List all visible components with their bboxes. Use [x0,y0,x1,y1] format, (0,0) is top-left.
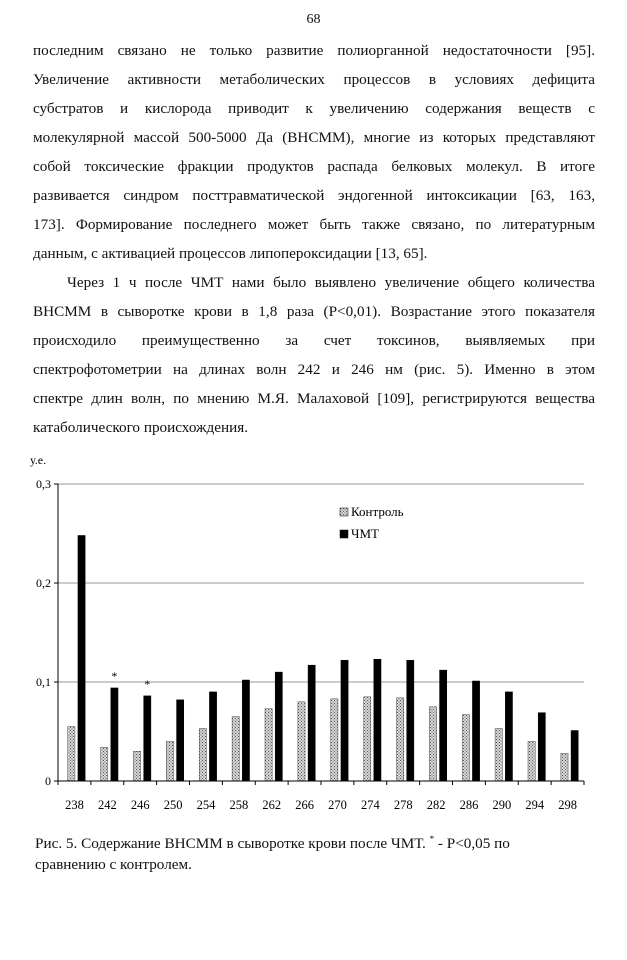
bar-tbi [275,672,282,781]
text-line: данным, с активацией процессов липопероксидации [13, 65]. [33,245,428,262]
bar-tbi [538,713,545,781]
bar-chart [22,448,592,818]
significance-marker: * [144,676,151,691]
bar-control [133,751,140,781]
y-tick-label: 0 [45,774,51,788]
paragraph-1 [33,36,595,268]
text-line: 173]. Формирование последнего может быть также связано, по литературным [33,216,595,233]
text-line: Через 1 ч после ЧМТ нами было выявлено увеличение общего количества [67,274,595,291]
page-number: 68 [306,12,321,27]
caption-rest: - Р<0,05 по [434,835,510,853]
x-tick-label: 286 [459,798,479,812]
x-tick-label: 238 [65,798,84,812]
bar-tbi [209,692,216,781]
caption-marker: * [429,834,435,844]
x-tick-label: 254 [196,798,216,812]
text-line: развивается синдром посттравматической эндогенной интоксикации [63, 163, [33,187,595,204]
bar-tbi [472,681,479,781]
text-line: собой токсические фракции продуктов распада белковых молекул. В итоге [33,158,595,175]
bar-tbi [571,731,578,781]
paragraph-2 [33,268,595,442]
text-line: Увеличение активности метаболических процессов в условиях дефицита [33,71,595,88]
bar-tbi [111,688,118,781]
figure-caption [35,829,595,875]
bar-control [199,729,206,781]
caption-line-2: сравнению с контролем. [35,856,192,874]
x-tick-label: 242 [97,798,117,812]
x-tick-label: 298 [558,798,577,812]
bar-tbi [144,696,151,781]
bar-control [101,747,108,781]
bar-tbi [78,535,85,781]
y-tick-label: 0,3 [36,477,51,491]
text-line: ВНСММ в сыворотке крови в 1,8 раза (Р<0,01). Возрастание этого показателя [33,303,595,320]
y-axis-label: у.е. [30,453,47,467]
bar-tbi [374,659,381,781]
legend-swatch-tbi [340,530,348,538]
bar-control [528,741,535,781]
bar-control [298,702,305,781]
y-tick-label: 0,2 [36,576,51,590]
x-tick-label: 282 [426,798,446,812]
bar-control [265,709,272,781]
text-line: субстратов и кислорода приводит к увеличению содержания веществ с [33,100,595,117]
x-tick-label: 250 [163,798,183,812]
x-tick-label: 274 [360,798,380,812]
text-line: происходило преимущественно за счет токсинов, выявляемых при [33,332,595,349]
significance-marker: * [111,668,118,683]
text-line: катаболического происхождения. [33,419,249,436]
legend-label-tbi: ЧМТ [351,526,379,541]
bar-control [232,717,239,781]
text-line: спектрофотометрии на длинах волн 242 и 246 нм (рис. 5). Именно в этом [33,361,595,378]
bar-control [166,741,173,781]
bar-control [429,707,436,781]
x-tick-label: 290 [492,798,512,812]
bar-tbi [308,665,315,781]
y-tick-label: 0,1 [36,675,51,689]
legend-label-control: Контроль [351,504,404,519]
bar-control [396,698,403,781]
bar-tbi [177,700,184,781]
caption-text: Рис. 5. Содержание ВНСММ в сыворотке крови после ЧМТ. [35,835,426,853]
text-line: последним связано не только развитие полиорганной недостаточности [95]. [33,42,595,59]
bar-control [561,753,568,781]
x-tick-label: 258 [229,798,249,812]
x-tick-label: 246 [130,798,150,812]
bar-control [495,729,502,781]
legend-swatch-control [340,508,348,516]
bar-tbi [440,670,447,781]
text-line: молекулярной массой 500-5000 Да (ВНСММ), многие из которых представляют [33,129,595,146]
bar-tbi [341,660,348,781]
bar-control [364,697,371,781]
x-tick-label: 270 [328,798,347,812]
bar-control [331,699,338,781]
x-tick-label: 266 [295,798,314,812]
bar-tbi [407,660,414,781]
bar-tbi [242,680,249,781]
x-tick-label: 294 [525,798,545,812]
bar-control [462,715,469,781]
x-tick-label: 262 [262,798,282,812]
x-tick-label: 278 [393,798,413,812]
bar-tbi [505,692,512,781]
bar-control [68,727,75,781]
text-line: спектре длин волн, по мнению М.Я. Малаховой [109], регистрируются вещества [33,390,595,407]
